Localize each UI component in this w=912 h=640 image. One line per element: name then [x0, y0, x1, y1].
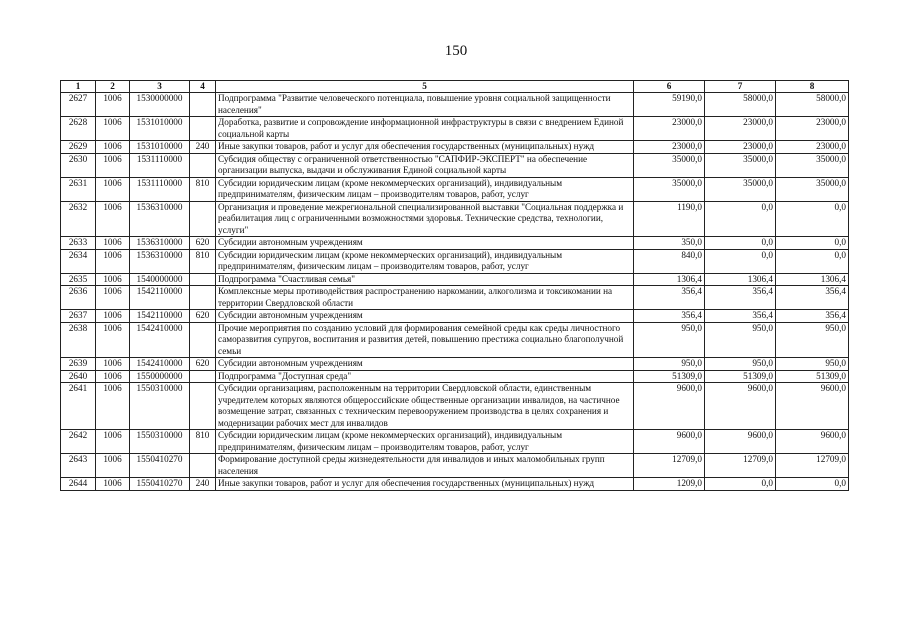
column-header-2: 2: [96, 81, 130, 93]
amount-year3-cell: 9600,0: [776, 430, 849, 454]
amount-year2-cell: 51309,0: [705, 370, 776, 383]
item-name-cell: Организация и проведение межрегиональной специализированной выставки "Социальная поддержка и реабилитация лиц с ограниченными возможностями здоровья. Технические средства, технологии, услуги": [216, 201, 634, 237]
target-article-cell: 1542110000: [130, 286, 190, 310]
amount-year1-cell: 23000,0: [634, 141, 705, 154]
item-name-cell: Иные закупки товаров, работ и услуг для обеспечения государственных (муниципальных) нужд: [216, 478, 634, 491]
amount-year1-cell: 35000,0: [634, 153, 705, 177]
expense-type-cell: [190, 93, 216, 117]
table-row: [61, 201, 849, 237]
table-row: [61, 286, 849, 310]
amount-year3-cell: 950,0: [776, 358, 849, 371]
amount-year2-cell: 0,0: [705, 201, 776, 237]
amount-year3-cell: 51309,0: [776, 370, 849, 383]
target-article-cell: 1531110000: [130, 153, 190, 177]
section-code-cell: 1006: [96, 273, 130, 286]
section-code-cell: 1006: [96, 177, 130, 201]
section-code-cell: 1006: [96, 237, 130, 250]
expense-type-cell: 620: [190, 237, 216, 250]
item-name-cell: Доработка, развитие и сопровождение информационной инфраструктуры в связи с внедрением Единой социальной карты: [216, 117, 634, 141]
amount-year1-cell: 59190,0: [634, 93, 705, 117]
section-code-cell: 1006: [96, 286, 130, 310]
section-code-cell: 1006: [96, 153, 130, 177]
section-code-cell: 1006: [96, 93, 130, 117]
row-number-cell: 2628: [61, 117, 96, 141]
amount-year1-cell: 950,0: [634, 358, 705, 371]
target-article-cell: 1550000000: [130, 370, 190, 383]
amount-year1-cell: 356,4: [634, 286, 705, 310]
item-name-cell: Подпрограмма "Развитие человеческого потенциала, повышение уровня социальной защищенности населения": [216, 93, 634, 117]
item-name-cell: Субсидии юридическим лицам (кроме некоммерческих организаций), индивидуальным предпринимателям, физическим лицам – производителям товаров, работ, услуг: [216, 177, 634, 201]
row-number-cell: 2630: [61, 153, 96, 177]
amount-year2-cell: 0,0: [705, 249, 776, 273]
target-article-cell: 1550410270: [130, 478, 190, 491]
amount-year2-cell: 23000,0: [705, 117, 776, 141]
amount-year3-cell: 356,4: [776, 310, 849, 323]
table-row: [61, 177, 849, 201]
item-name-cell: Субсидии организациям, расположенным на территории Свердловской области, единственным учредителем которых являются общероссийские общественные организации инвалидов, на частичное возмещение затрат, связанных с техническим перевооружением производства в целях сохранения и модернизации рабочих мест для инвалидов: [216, 383, 634, 430]
amount-year2-cell: 950,0: [705, 358, 776, 371]
table-row: [61, 117, 849, 141]
row-number-cell: 2632: [61, 201, 96, 237]
row-number-cell: 2637: [61, 310, 96, 323]
budget-table: [60, 80, 849, 491]
row-number-cell: 2631: [61, 177, 96, 201]
item-name-cell: Иные закупки товаров, работ и услуг для обеспечения государственных (муниципальных) нужд: [216, 141, 634, 154]
amount-year3-cell: 0,0: [776, 237, 849, 250]
amount-year1-cell: 840,0: [634, 249, 705, 273]
target-article-cell: 1542410000: [130, 322, 190, 358]
amount-year2-cell: 356,4: [705, 286, 776, 310]
amount-year3-cell: 58000,0: [776, 93, 849, 117]
column-header-1: 1: [61, 81, 96, 93]
item-name-cell: Субсидии автономным учреждениям: [216, 310, 634, 323]
amount-year1-cell: 1209,0: [634, 478, 705, 491]
amount-year2-cell: 0,0: [705, 478, 776, 491]
item-name-cell: Субсидии автономным учреждениям: [216, 358, 634, 371]
amount-year2-cell: 35000,0: [705, 177, 776, 201]
expense-type-cell: [190, 201, 216, 237]
table-row: [61, 93, 849, 117]
amount-year3-cell: 23000,0: [776, 117, 849, 141]
table-header: [61, 81, 849, 93]
table-row: [61, 454, 849, 478]
item-name-cell: Субсидии автономным учреждениям: [216, 237, 634, 250]
amount-year3-cell: 356,4: [776, 286, 849, 310]
row-number-cell: 2635: [61, 273, 96, 286]
target-article-cell: 1550410270: [130, 454, 190, 478]
amount-year2-cell: 35000,0: [705, 153, 776, 177]
expense-type-cell: [190, 273, 216, 286]
section-code-cell: 1006: [96, 141, 130, 154]
item-name-cell: Субсидии юридическим лицам (кроме некоммерческих организаций), индивидуальным предпринимателям, физическим лицам – производителям товаров, работ, услуг: [216, 249, 634, 273]
row-number-cell: 2641: [61, 383, 96, 430]
amount-year3-cell: 0,0: [776, 201, 849, 237]
amount-year1-cell: 950,0: [634, 322, 705, 358]
row-number-cell: 2639: [61, 358, 96, 371]
target-article-cell: 1531010000: [130, 117, 190, 141]
amount-year1-cell: 356,4: [634, 310, 705, 323]
amount-year2-cell: 9600,0: [705, 383, 776, 430]
target-article-cell: 1540000000: [130, 273, 190, 286]
header-row: [61, 81, 849, 93]
expense-type-cell: 240: [190, 478, 216, 491]
page-number: 150: [444, 43, 468, 59]
section-code-cell: 1006: [96, 322, 130, 358]
row-number-cell: 2636: [61, 286, 96, 310]
amount-year1-cell: 35000,0: [634, 177, 705, 201]
section-code-cell: 1006: [96, 358, 130, 371]
column-header-7: 7: [705, 81, 776, 93]
table-row: [61, 249, 849, 273]
amount-year2-cell: 356,4: [705, 310, 776, 323]
section-code-cell: 1006: [96, 454, 130, 478]
row-number-cell: 2629: [61, 141, 96, 154]
amount-year1-cell: 9600,0: [634, 383, 705, 430]
table-body: [61, 93, 849, 491]
target-article-cell: 1536310000: [130, 237, 190, 250]
section-code-cell: 1006: [96, 370, 130, 383]
table-row: [61, 153, 849, 177]
amount-year3-cell: 9600,0: [776, 383, 849, 430]
amount-year2-cell: 1306,4: [705, 273, 776, 286]
section-code-cell: 1006: [96, 478, 130, 491]
amount-year1-cell: 1306,4: [634, 273, 705, 286]
table-row: [61, 273, 849, 286]
table-row: [61, 430, 849, 454]
item-name-cell: Формирование доступной среды жизнедеятельности для инвалидов и иных маломобильных групп населения: [216, 454, 634, 478]
table-row: [61, 141, 849, 154]
section-code-cell: 1006: [96, 249, 130, 273]
table-row: [61, 310, 849, 323]
amount-year3-cell: 950,0: [776, 322, 849, 358]
expense-type-cell: 620: [190, 310, 216, 323]
target-article-cell: 1550310000: [130, 430, 190, 454]
amount-year1-cell: 1190,0: [634, 201, 705, 237]
amount-year2-cell: 950,0: [705, 322, 776, 358]
expense-type-cell: [190, 322, 216, 358]
amount-year1-cell: 51309,0: [634, 370, 705, 383]
target-article-cell: 1531110000: [130, 177, 190, 201]
target-article-cell: 1536310000: [130, 201, 190, 237]
amount-year2-cell: 0,0: [705, 237, 776, 250]
target-article-cell: 1531010000: [130, 141, 190, 154]
expense-type-cell: [190, 153, 216, 177]
amount-year3-cell: 23000,0: [776, 141, 849, 154]
expense-type-cell: [190, 383, 216, 430]
target-article-cell: 1542410000: [130, 358, 190, 371]
column-header-4: 4: [190, 81, 216, 93]
section-code-cell: 1006: [96, 310, 130, 323]
row-number-cell: 2638: [61, 322, 96, 358]
amount-year1-cell: 350,0: [634, 237, 705, 250]
row-number-cell: 2627: [61, 93, 96, 117]
target-article-cell: 1530000000: [130, 93, 190, 117]
item-name-cell: Комплексные меры противодействия распространению наркомании, алкоголизма и токсикомании на территории Свердловской области: [216, 286, 634, 310]
expense-type-cell: 810: [190, 430, 216, 454]
row-number-cell: 2634: [61, 249, 96, 273]
amount-year2-cell: 12709,0: [705, 454, 776, 478]
row-number-cell: 2633: [61, 237, 96, 250]
row-number-cell: 2644: [61, 478, 96, 491]
row-number-cell: 2642: [61, 430, 96, 454]
expense-type-cell: [190, 370, 216, 383]
item-name-cell: Подпрограмма "Счастливая семья": [216, 273, 634, 286]
expense-type-cell: [190, 454, 216, 478]
amount-year3-cell: 12709,0: [776, 454, 849, 478]
amount-year3-cell: 1306,4: [776, 273, 849, 286]
table-row: [61, 322, 849, 358]
expense-type-cell: [190, 286, 216, 310]
amount-year2-cell: 23000,0: [705, 141, 776, 154]
item-name-cell: Субсидия обществу с ограниченной ответственностью "САПФИР-ЭКСПЕРТ" на обеспечение организации выпуска, выдачи и обслуживания Единой социальной карты: [216, 153, 634, 177]
expense-type-cell: [190, 117, 216, 141]
table-row: [61, 358, 849, 371]
column-header-3: 3: [130, 81, 190, 93]
amount-year3-cell: 35000,0: [776, 153, 849, 177]
target-article-cell: 1542110000: [130, 310, 190, 323]
amount-year3-cell: 35000,0: [776, 177, 849, 201]
row-number-cell: 2643: [61, 454, 96, 478]
section-code-cell: 1006: [96, 201, 130, 237]
row-number-cell: 2640: [61, 370, 96, 383]
section-code-cell: 1006: [96, 117, 130, 141]
amount-year2-cell: 9600,0: [705, 430, 776, 454]
item-name-cell: Прочие мероприятия по созданию условий для формирования семейной среды как среды личностного саморазвития супругов, воспитания и развития детей, повышению престижа социально благополучной семьи: [216, 322, 634, 358]
target-article-cell: 1536310000: [130, 249, 190, 273]
table-row: [61, 370, 849, 383]
expense-type-cell: 240: [190, 141, 216, 154]
item-name-cell: Подпрограмма "Доступная среда": [216, 370, 634, 383]
table-row: [61, 383, 849, 430]
column-header-5: 5: [216, 81, 634, 93]
item-name-cell: Субсидии юридическим лицам (кроме некоммерческих организаций), индивидуальным предпринимателям, физическим лицам – производителям товаров, работ, услуг: [216, 430, 634, 454]
column-header-6: 6: [634, 81, 705, 93]
expense-type-cell: 620: [190, 358, 216, 371]
expense-type-cell: 810: [190, 249, 216, 273]
amount-year3-cell: 0,0: [776, 478, 849, 491]
amount-year2-cell: 58000,0: [705, 93, 776, 117]
amount-year3-cell: 0,0: [776, 249, 849, 273]
amount-year1-cell: 12709,0: [634, 454, 705, 478]
expense-type-cell: 810: [190, 177, 216, 201]
table-row: [61, 237, 849, 250]
amount-year1-cell: 9600,0: [634, 430, 705, 454]
section-code-cell: 1006: [96, 383, 130, 430]
section-code-cell: 1006: [96, 430, 130, 454]
column-header-8: 8: [776, 81, 849, 93]
table-row: [61, 478, 849, 491]
target-article-cell: 1550310000: [130, 383, 190, 430]
amount-year1-cell: 23000,0: [634, 117, 705, 141]
